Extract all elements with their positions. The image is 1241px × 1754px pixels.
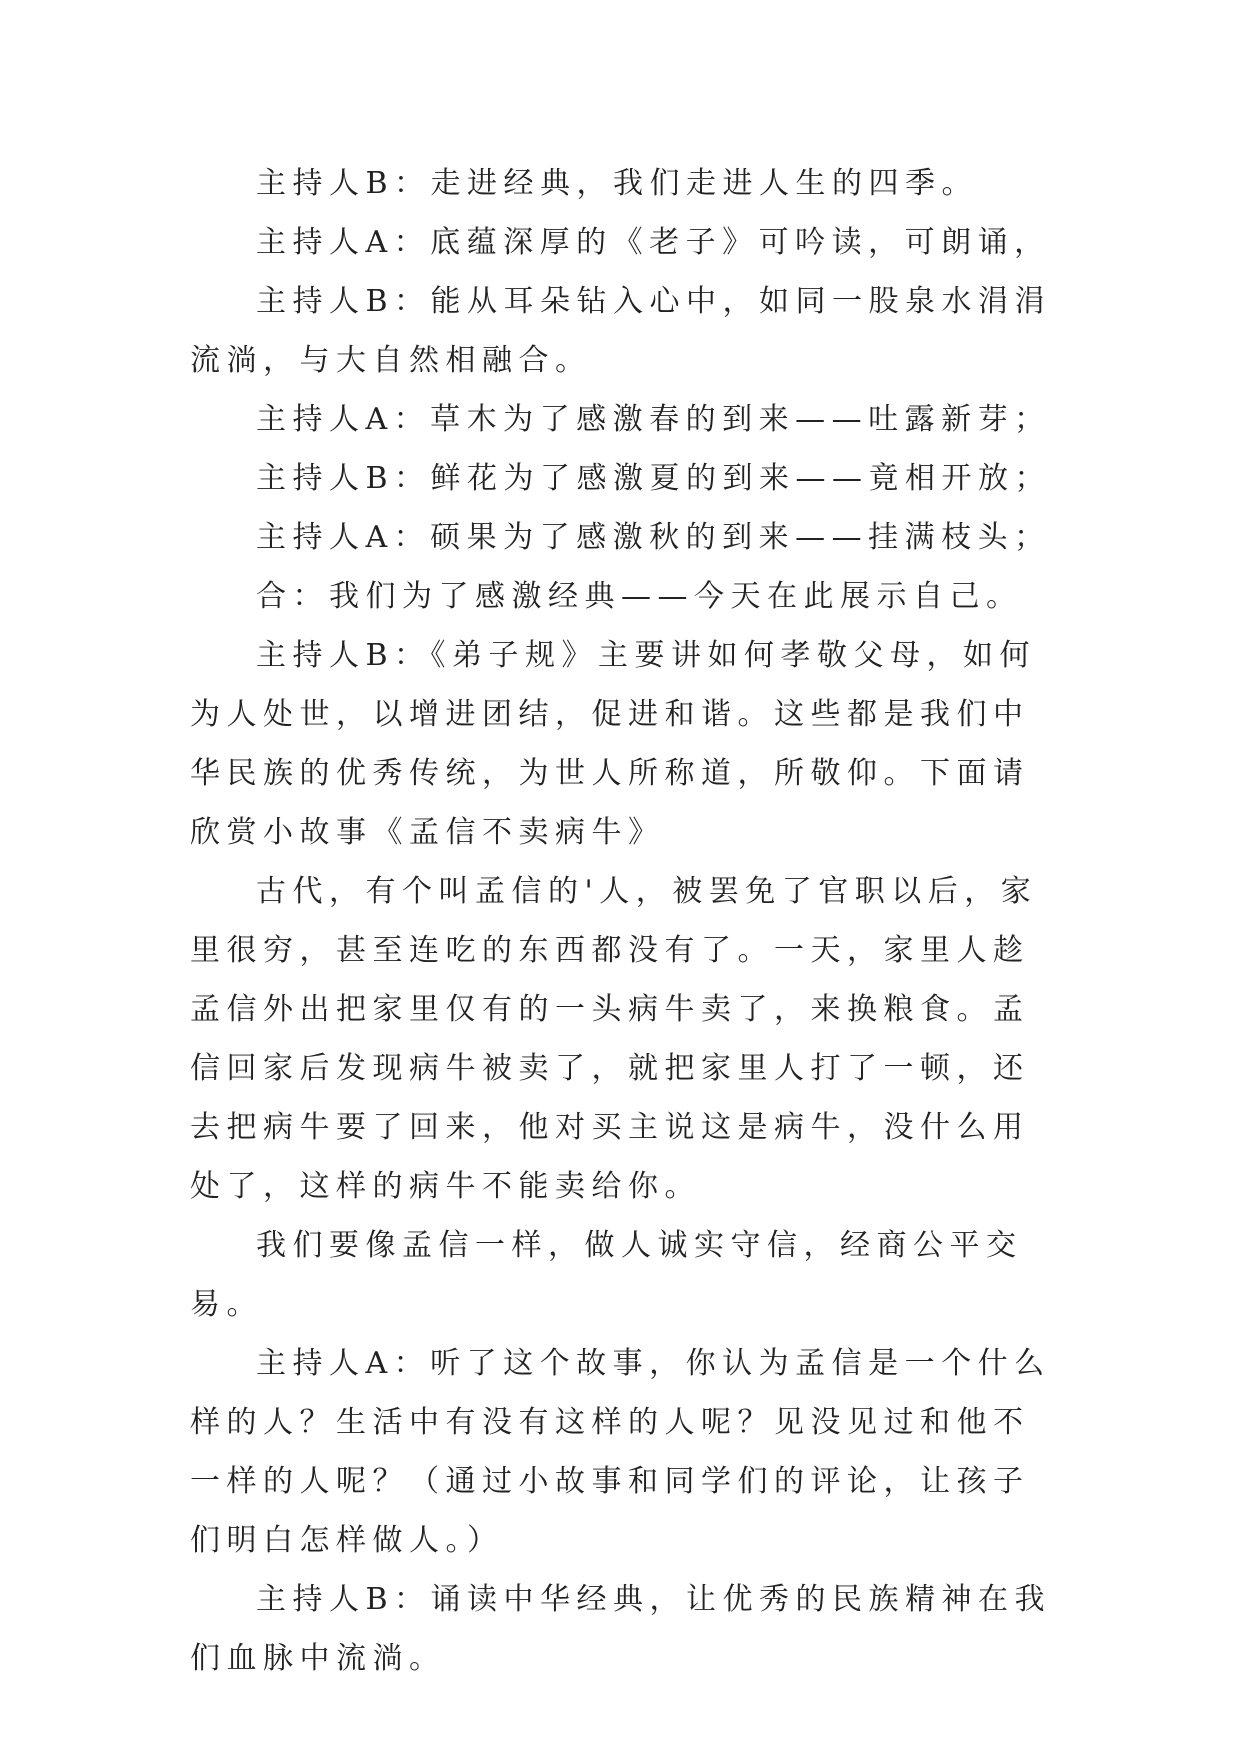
paragraph: 主持人A：硕果为了感激秋的到来——挂满枝头； (256, 520, 1051, 555)
paragraph: 我们要像孟信一样，做人诚实守信，经商公平交易。 (190, 1228, 1023, 1322)
document-body (190, 154, 1060, 1688)
paragraph: 主持人A：底蕴深厚的《老子》可吟读，可朗诵， (256, 225, 1051, 260)
paragraph: 主持人A：草木为了感激春的到来——吐露新芽； (256, 402, 1051, 437)
paragraph: 主持人B：诵读中华经典，让优秀的民族精神在我们血脉中流淌。 (190, 1582, 1052, 1676)
paragraph: 主持人B：《弟子规》主要讲如何孝敬父母，如何为人处世，以增进团结，促进和谐。这些都是我们中华民族的优秀传统，为世人所称道，所敬仰。下面请欣赏小故事《孟信不卖病牛》 (190, 638, 1037, 850)
paragraph: 主持人A：听了这个故事，你认为孟信是一个什么样的人？生活中有没有这样的人呢？见没见过和他不一样的人呢？（通过小故事和同学们的评论，让孩子们明白怎样做人。） (190, 1346, 1051, 1558)
paragraph: 主持人B：能从耳朵钻入心中，如同一股泉水涓涓流淌，与大自然相融合。 (190, 284, 1052, 378)
paragraph: 主持人B：鲜花为了感激夏的到来——竟相开放； (256, 461, 1052, 496)
paragraph: 合：我们为了感激经典——今天在此展示自己。 (256, 579, 1023, 614)
paragraph: 主持人B：走进经典，我们走进人生的四季。 (256, 166, 979, 201)
paragraph: 古代，有个叫孟信的'人，被罢免了官职以后，家里很穷，甚至连吃的东西都没有了。一天，家里人趁孟信外出把家里仅有的一头病牛卖了，来换粮食。孟信回家后发现病牛被卖了，就把家里人打了一顿，还去把病牛要了回来，他对买主说这是病牛，没什么用处了，这样的病牛不能卖给你。 (190, 874, 1038, 1204)
